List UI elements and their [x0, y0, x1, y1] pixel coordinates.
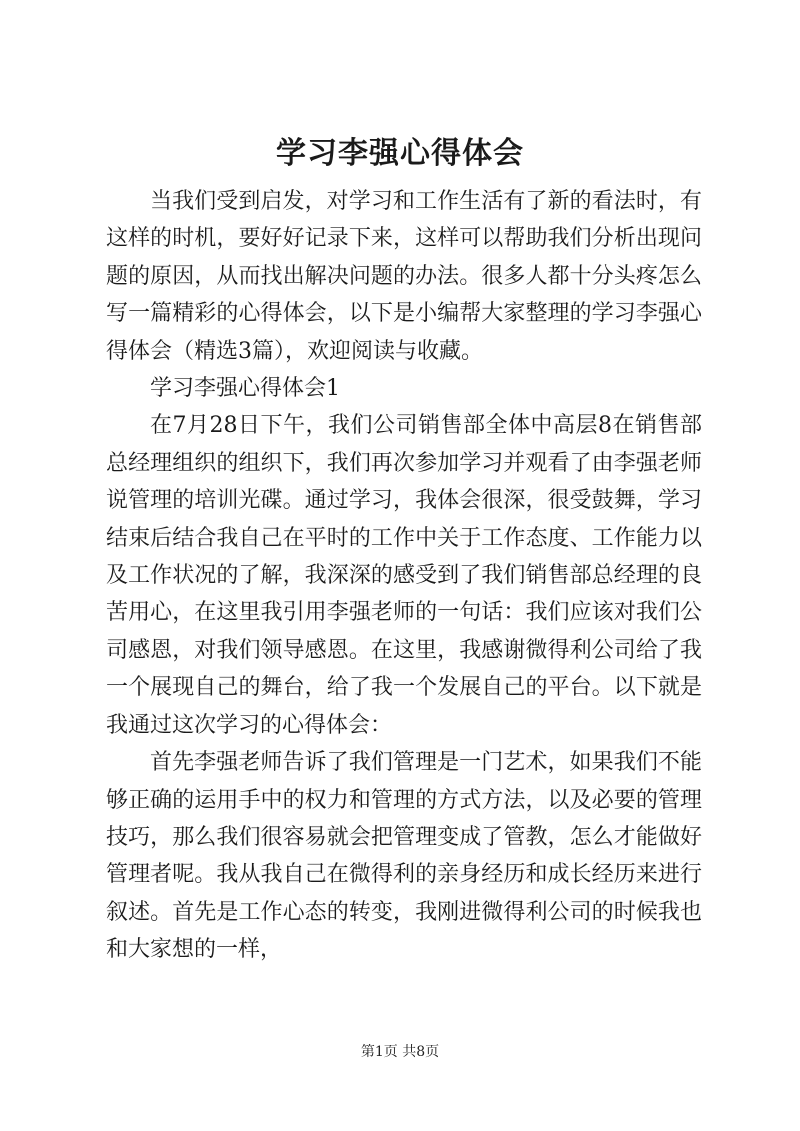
document-body	[106, 183, 702, 969]
body-paragraph-2: 首先李强老师告诉了我们管理是一门艺术，如果我们不能够正确的运用手中的权力和管理的方式方法，以及必要的管理技巧，那么我们很容易就会把管理变成了管教，怎么才能做好管理者呢。我从我自己在微得利的亲身经历和成长经历来进行叙述。首先是工作心态的转变，我刚进微得利公司的时候我也和大家想的一样，	[106, 750, 702, 963]
intro-paragraph: 当我们受到启发，对学习和工作生活有了新的看法时，有这样的时机，要好好记录下来，这样可以帮助我们分析出现问题的原因，从而找出解决问题的办法。很多人都十分头疼怎么写一篇精彩的心得体会，以下是小编帮大家整理的学习李强心得体会（精选3篇），欢迎阅读与收藏。	[106, 189, 702, 364]
page-footer: 第1页 共8页	[360, 1044, 440, 1060]
section-heading: 学习李强心得体会1	[150, 376, 340, 402]
document-title: 学习李强心得体会	[276, 136, 524, 171]
body-paragraph-1: 在7月28日下午，我们公司销售部全体中高层8在销售部总经理组织的组织下，我们再次参加学习并观看了由李强老师说管理的培训光碟。通过学习，我体会很深，很受鼓舞，学习结束后结合我自己在平时的工作中关于工作态度、工作能力以及工作状况的了解，我深深的感受到了我们销售部总经理的良苦用心，在这里我引用李强老师的一句话：我们应该对我们公司感恩，对我们领导感恩。在这里，我感谢微得利公司给了我一个展现自己的舞台，给了我一个发展自己的平台。以下就是我通过这次学习的心得体会：	[106, 413, 702, 738]
